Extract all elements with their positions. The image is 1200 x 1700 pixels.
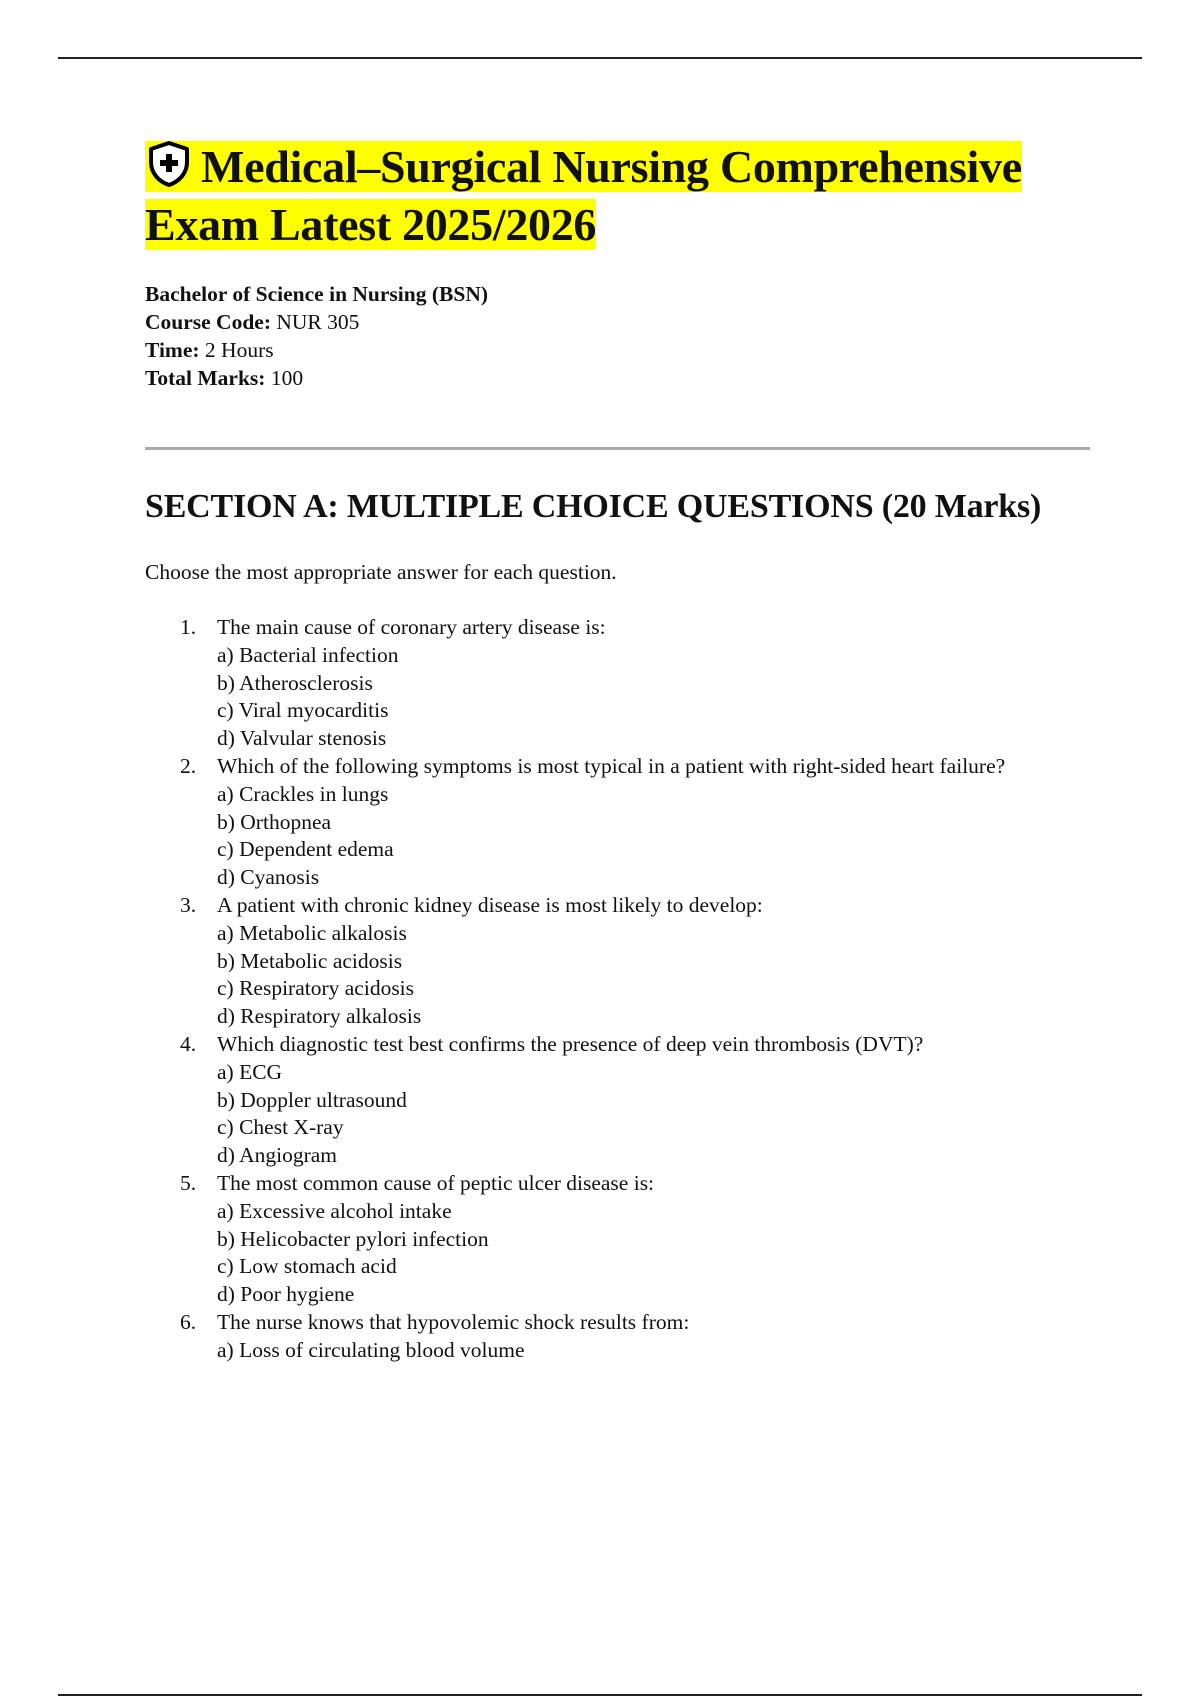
section-heading: SECTION A: MULTIPLE CHOICE QUESTIONS (20 Marks) bbox=[145, 488, 1042, 525]
question-text: A patient with chronic kidney disease is most likely to develop: bbox=[217, 892, 763, 917]
document-body bbox=[145, 138, 1090, 1365]
question-item bbox=[145, 1309, 1090, 1365]
course-code-value: NUR 305 bbox=[276, 310, 360, 334]
answer-option: a) Metabolic alkalosis bbox=[217, 920, 407, 945]
answer-option: c) Chest X-ray bbox=[217, 1115, 344, 1140]
answer-option: d) Respiratory alkalosis bbox=[217, 1004, 422, 1029]
question-number: 5. bbox=[180, 1170, 197, 1195]
course-code-line bbox=[145, 308, 1090, 336]
time-line bbox=[145, 336, 1090, 364]
page-top-rule bbox=[58, 57, 1142, 59]
question-list bbox=[145, 614, 1090, 1365]
answer-option: c) Viral myocarditis bbox=[217, 698, 389, 723]
question-text: The most common cause of peptic ulcer disease is: bbox=[217, 1170, 655, 1195]
answer-option: a) Crackles in lungs bbox=[217, 781, 389, 806]
question-item bbox=[145, 1170, 1090, 1309]
program-name: Bachelor of Science in Nursing (BSN) bbox=[145, 282, 489, 306]
answer-option: b) Helicobacter pylori infection bbox=[217, 1226, 489, 1251]
question-number: 1. bbox=[180, 615, 197, 639]
answer-option: a) Excessive alcohol intake bbox=[217, 1198, 452, 1223]
question-item bbox=[145, 614, 1090, 753]
question-number: 2. bbox=[180, 753, 197, 778]
time-label: Time: bbox=[145, 338, 200, 362]
section-instruction: Choose the most appropriate answer for each question. bbox=[145, 560, 617, 584]
question-body bbox=[217, 614, 1090, 753]
question-body bbox=[217, 1031, 1090, 1170]
page-title bbox=[145, 138, 1090, 254]
total-marks-label: Total Marks: bbox=[145, 366, 266, 390]
question-body bbox=[217, 753, 1090, 892]
question-number: 6. bbox=[180, 1309, 197, 1334]
page-title-text: Medical–Surgical Nursing Comprehensive Exam Latest 2025/2026 bbox=[145, 141, 1022, 250]
time-value: 2 Hours bbox=[204, 338, 274, 362]
answer-option: d) Cyanosis bbox=[217, 865, 320, 890]
exam-meta bbox=[145, 280, 1090, 392]
answer-option: a) Bacterial infection bbox=[217, 642, 399, 667]
question-number: 4. bbox=[180, 1031, 197, 1056]
course-code-label: Course Code: bbox=[145, 310, 271, 334]
answer-option: b) Doppler ultrasound bbox=[217, 1087, 407, 1112]
answer-option: b) Metabolic acidosis bbox=[217, 948, 403, 973]
page-bottom-rule bbox=[58, 1694, 1142, 1696]
total-marks-value: 100 bbox=[270, 366, 304, 390]
question-text: Which of the following symptoms is most typical in a patient with right-sided heart failure? bbox=[217, 753, 1006, 778]
question-item bbox=[145, 892, 1090, 1031]
question-body bbox=[217, 1170, 1090, 1309]
question-text: The main cause of coronary artery disease is: bbox=[217, 615, 606, 639]
question-body bbox=[217, 892, 1090, 1031]
question-number: 3. bbox=[180, 892, 197, 917]
question-body bbox=[217, 1309, 1090, 1365]
program-line bbox=[145, 280, 1090, 308]
answer-option: d) Poor hygiene bbox=[217, 1282, 355, 1307]
question-item bbox=[145, 1031, 1090, 1170]
answer-option: b) Atherosclerosis bbox=[217, 670, 373, 695]
answer-option: c) Dependent edema bbox=[217, 837, 394, 862]
question-text: Which diagnostic test best confirms the presence of deep vein thrombosis (DVT)? bbox=[217, 1031, 924, 1056]
title-highlight bbox=[145, 141, 1022, 250]
answer-option: d) Angiogram bbox=[217, 1143, 338, 1168]
total-marks-line bbox=[145, 364, 1090, 392]
answer-option: b) Orthopnea bbox=[217, 809, 332, 834]
answer-option: a) ECG bbox=[217, 1059, 283, 1084]
answer-option: a) Loss of circulating blood volume bbox=[217, 1337, 525, 1362]
question-text: The nurse knows that hypovolemic shock results from: bbox=[217, 1309, 690, 1334]
section-divider bbox=[145, 447, 1090, 450]
answer-option: c) Respiratory acidosis bbox=[217, 976, 415, 1001]
question-item bbox=[145, 753, 1090, 892]
shield-plus-icon bbox=[145, 140, 193, 188]
answer-option: d) Valvular stenosis bbox=[217, 726, 387, 751]
answer-option: c) Low stomach acid bbox=[217, 1254, 397, 1279]
